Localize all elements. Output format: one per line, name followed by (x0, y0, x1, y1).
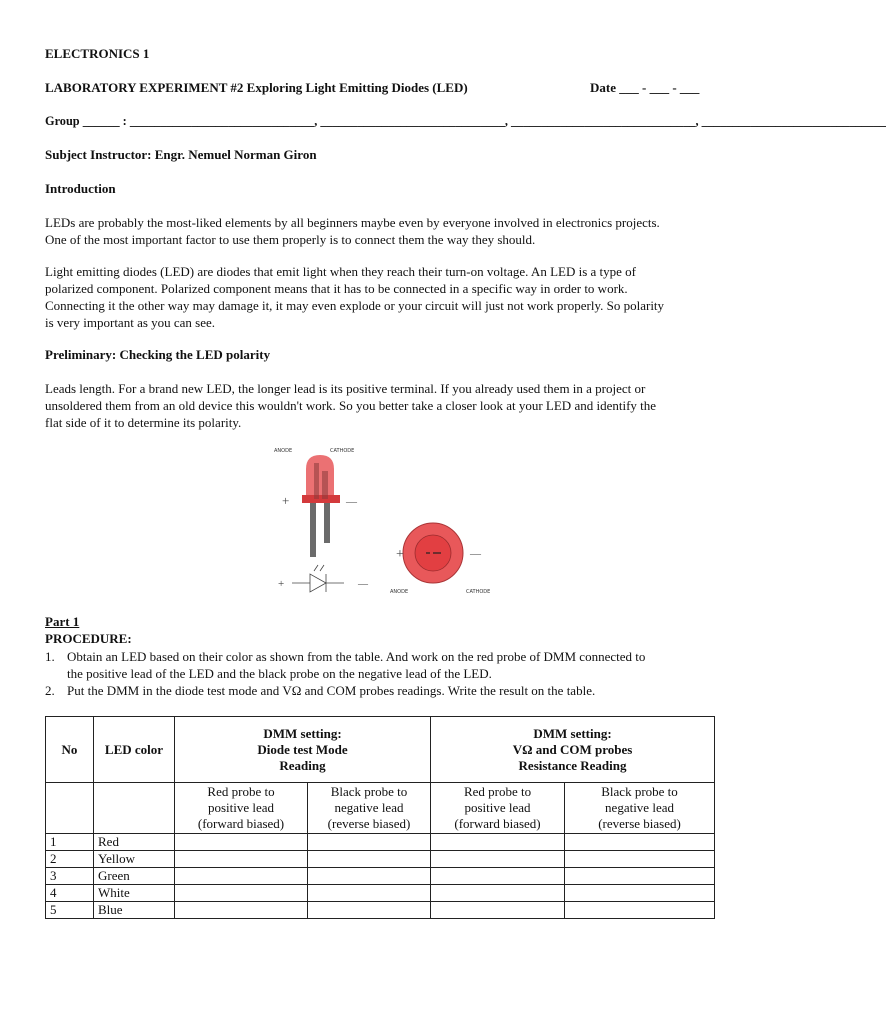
diode-reverse-cell[interactable] (308, 885, 431, 902)
empty-cell (46, 783, 94, 834)
step-text: the positive lead of the LED and the black probe on the negative lead of the LED. (67, 666, 492, 681)
resistance-reverse-cell[interactable] (565, 851, 715, 868)
diode-forward-cell[interactable] (175, 851, 308, 868)
led-schematic-symbol-icon (292, 565, 344, 592)
table-row (46, 834, 715, 851)
row-no: 2 (46, 851, 94, 868)
row-no: 5 (46, 902, 94, 919)
resistance-reverse-cell[interactable] (565, 885, 715, 902)
resistance-forward-cell[interactable] (431, 885, 565, 902)
row-color: Red (94, 834, 175, 851)
led-side-view-icon (302, 455, 340, 557)
diode-reverse-cell[interactable] (308, 834, 431, 851)
text-line: LEDs are probably the most-liked elements by all beginners maybe even by everyone involved in electronics projects. (45, 215, 660, 230)
text-line: is very important as you can see. (45, 315, 216, 330)
resistance-forward-cell[interactable] (431, 834, 565, 851)
plus-sign: + (282, 493, 290, 508)
procedure-list (45, 648, 725, 699)
instructor-line: Subject Instructor: Engr. Nemuel Norman Giron (45, 147, 317, 162)
subheader-line: Red probe to (463, 784, 532, 799)
introduction-heading: Introduction (45, 181, 116, 196)
subheader-line: positive lead (207, 800, 275, 815)
subheader-line: (forward biased) (197, 816, 285, 831)
table-row (46, 851, 715, 868)
text-line: polarized component. Polarized component means that it has to be connected in a specific way in order to work. (45, 281, 628, 296)
text-line: Light emitting diodes (LED) are diodes that emit light when they reach their turn-on voltage. An LED is a type of (45, 264, 636, 279)
procedure-step (45, 648, 725, 682)
header-line: DMM setting: (533, 725, 612, 741)
subheader-red-forward (431, 783, 565, 834)
introduction-paragraph-1 (45, 214, 725, 248)
date-field: Date ___ - ___ - ___ (590, 80, 700, 95)
table-row (46, 868, 715, 885)
subheader-line: (forward biased) (454, 816, 541, 831)
subheader-line: negative lead (334, 800, 404, 815)
led-polarity-figure (270, 443, 510, 599)
header-line: DMM setting: (263, 725, 342, 741)
header-led-color: LED color (94, 717, 175, 783)
text-line: Connecting it the other way may damage it, it may even explode or your circuit will just not work properly. So polarity (45, 298, 665, 313)
resistance-reverse-cell[interactable] (565, 834, 715, 851)
row-color: Green (94, 868, 175, 885)
header-resistance (431, 717, 715, 783)
diode-forward-cell[interactable] (175, 834, 308, 851)
preliminary-heading: Preliminary: Checking the LED polarity (45, 347, 271, 362)
experiment-title: LABORATORY EXPERIMENT #2 Exploring Light Emitting Diodes (LED) (45, 80, 468, 95)
step-number: 1. (45, 649, 55, 664)
header-line: Diode test Mode (257, 741, 348, 757)
introduction-paragraph-2 (45, 263, 725, 331)
row-color: Yellow (94, 851, 175, 868)
empty-cell (94, 783, 175, 834)
subheader-line: positive lead (464, 800, 531, 815)
step-number: 2. (45, 683, 55, 698)
plus-sign: + (396, 547, 404, 562)
step-text: Obtain an LED based on their color as shown from the table. And work on the red probe of DMM connected to (67, 649, 646, 664)
resistance-forward-cell[interactable] (431, 851, 565, 868)
subheader-line: Black probe to (601, 784, 678, 799)
resistance-reverse-cell[interactable] (565, 902, 715, 919)
preliminary-paragraph (45, 380, 725, 431)
text-line: unsoldered them from an old device this wouldn't work. So you better take a closer look at your LED and identify the (45, 398, 657, 413)
header-line: VΩ and COM probes (512, 741, 633, 757)
text-line: Leads length. For a brand new LED, the longer lead is its positive terminal. If you already used them in a project or (45, 381, 646, 396)
subheader-line: Black probe to (330, 784, 408, 799)
subheader-line: negative lead (605, 800, 674, 815)
course-title: ELECTRONICS 1 (45, 46, 150, 61)
led-top-view-icon (403, 523, 463, 583)
row-no: 4 (46, 885, 94, 902)
header-diode-test (175, 717, 431, 783)
step-text: Put the DMM in the diode test mode and VΩ and COM probes readings. Write the result on the table. (67, 683, 596, 698)
diode-forward-cell[interactable] (175, 868, 308, 885)
anode-label-top: ANODE (274, 448, 293, 454)
row-no: 1 (46, 834, 94, 851)
resistance-reverse-cell[interactable] (565, 868, 715, 885)
diode-reverse-cell[interactable] (308, 902, 431, 919)
minus-sign: — (346, 496, 357, 508)
procedure-step (45, 682, 725, 699)
row-color: Blue (94, 902, 175, 919)
resistance-forward-cell[interactable] (431, 902, 565, 919)
procedure-heading: PROCEDURE: (45, 631, 132, 646)
subheader-black-reverse (308, 783, 431, 834)
minus-sign: — (470, 548, 481, 560)
subheader-black-reverse (565, 783, 715, 834)
diode-reverse-cell[interactable] (308, 868, 431, 885)
cathode-label-top: CATHODE (330, 448, 355, 454)
table-row (46, 902, 715, 919)
resistance-forward-cell[interactable] (431, 868, 565, 885)
plus-sign: + (278, 578, 285, 590)
diode-forward-cell[interactable] (175, 885, 308, 902)
cathode-label-bottom: CATHODE (466, 589, 491, 595)
table-row (46, 885, 715, 902)
diode-reverse-cell[interactable] (308, 851, 431, 868)
header-line: Reading (279, 757, 326, 773)
led-readings-table (45, 716, 715, 919)
diode-forward-cell[interactable] (175, 902, 308, 919)
subheader-line: (reverse biased) (327, 816, 411, 831)
group-line: Group ______ : ______________________________, ______________________________, ______________________________, ______________________________ (45, 114, 886, 128)
row-color: White (94, 885, 175, 902)
text-line: flat side of it to determine its polarity. (45, 415, 242, 430)
header-no: No (46, 717, 94, 783)
part1-title: Part 1 (45, 614, 80, 629)
subheader-line: Red probe to (207, 784, 275, 799)
subheader-line: (reverse biased) (598, 816, 681, 831)
minus-sign: — (358, 579, 368, 590)
subheader-red-forward (175, 783, 308, 834)
anode-label-bottom: ANODE (390, 589, 409, 595)
row-no: 3 (46, 868, 94, 885)
header-line: Resistance Reading (518, 757, 627, 773)
text-line: One of the most important factor to use them properly is to connect them the way they should. (45, 232, 536, 247)
